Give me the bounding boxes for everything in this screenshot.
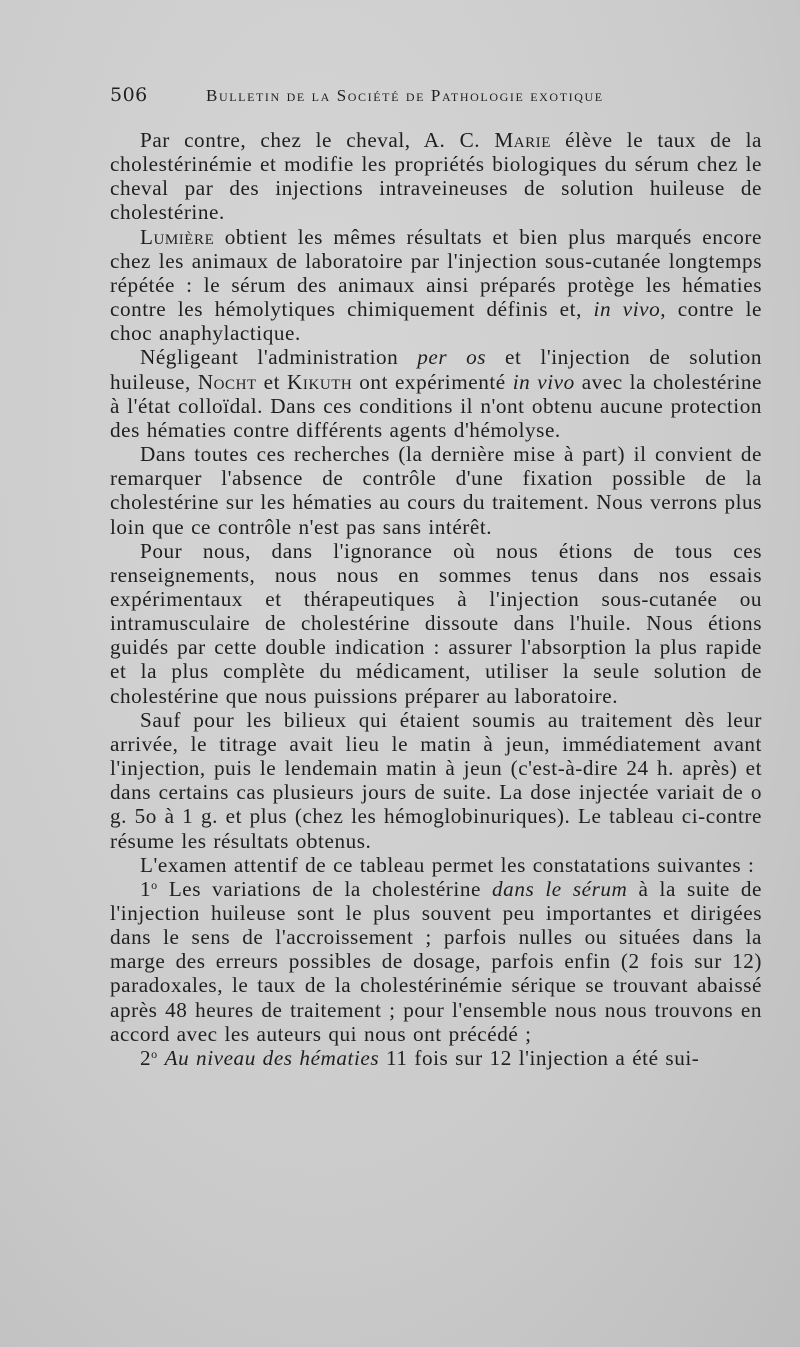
paragraph — [110, 225, 762, 346]
text-run: à la suite de l'injection huileuse sont le plus souvent peu importantes et dirigées dans le sens de l'accroissement ; parfois nulles ou situées dans la marge des erreurs possibles de dosage, parfois enfin (2 fois sur 12) paradoxales, le taux de la cholestérinémie sérique se trouvant abaissé après 48 heures de traitement ; pour l'ensemble nous nous trouvons en accord avec les auteurs qui nous ont précédé ; — [110, 876, 762, 1046]
italic-phrase: dans le sérum — [492, 876, 628, 901]
text-run: élève le taux de la cholestérinémie et modifie les propriétés biologiques du sérum chez le cheval par des injections intraveineuses de solution huileuse de cholestérine. — [110, 128, 762, 225]
page-header — [110, 84, 760, 112]
italic-phrase: in vivo — [512, 369, 575, 394]
text-run — [158, 1046, 165, 1070]
text-run: 2 — [140, 1045, 152, 1070]
text-run: Pour nous, dans l'ignorance où nous étions de tous ces renseignements, nous nous en sommes tenus dans nos essais expérimentaux et thérapeutiques à l'injection sous-cutanée ou intramusculaire de cholestérine dissoute dans l'huile. Nous étions guidés par cette double indication : assurer l'absorption la plus rapide et la plus complète du médicament, utiliser la seule solution de cholestérine que nous puissions préparer au laboratoire. — [110, 538, 762, 708]
text-run: o — [151, 1046, 158, 1061]
author-name: Marie — [494, 128, 551, 152]
text-run: 1 — [140, 876, 152, 901]
text-run: Par contre, chez le cheval, A. C. — [140, 128, 495, 152]
paragraph — [110, 345, 762, 442]
text-run: 11 fois sur 12 l'injection a été sui- — [379, 1045, 700, 1070]
running-title: Bulletin de la Société de Pathologie exotique — [206, 86, 604, 105]
body-text — [110, 128, 762, 1070]
italic-phrase: per os — [417, 345, 487, 370]
text-run: Négligeant l'administration — [140, 345, 418, 370]
text-run: Dans toutes ces recherches (la dernière mise à part) il convient de remarquer l'absence de contrôle d'une fixation possible de la cholestérine sur les hématies au cours du traitement. Nous verrons plus loin que ce contrôle n'est pas sans intérêt. — [110, 442, 762, 539]
author-name: Lumière — [140, 224, 215, 249]
text-run: Les variations de la cholestérine — [157, 876, 493, 901]
text-run: L'examen attentif de ce tableau permet les constatations suivantes : — [140, 852, 755, 877]
paragraph — [110, 853, 762, 877]
page-number: 506 — [110, 84, 148, 106]
text-run: ont expérimenté — [352, 369, 513, 394]
text-run: obtient les mêmes résultats et bien plus marqués encore chez les animaux de laboratoire par l'injection sous-cutanée longtemps répétée : le sérum des animaux ainsi préparés protège les hématies contre les hémolytiques chimiquement définis et, — [110, 224, 762, 322]
text-run: o — [151, 877, 158, 892]
paragraph — [110, 877, 762, 1046]
italic-phrase: Au niveau des hématies — [164, 1045, 380, 1070]
paragraph — [110, 128, 762, 225]
italic-phrase: in vivo — [593, 297, 661, 322]
paragraph — [110, 708, 762, 853]
author-name: Kikuth — [287, 369, 353, 394]
paragraph — [110, 442, 762, 539]
paragraph — [110, 539, 762, 708]
paragraph — [110, 1046, 762, 1070]
text-run: avec la cholestérine à l'état colloïdal. Dans ces conditions il n'ont obtenu aucune protection des hématies contre différents agents d'hémolyse. — [110, 369, 763, 442]
author-name: Nocht — [197, 369, 257, 394]
text-run: , contre le choc anaphylactique. — [110, 297, 762, 346]
text-run: et — [256, 369, 288, 394]
text-run: et l'injection de solution huileuse, — [110, 345, 762, 394]
text-run: Sauf pour les bilieux qui étaient soumis au traitement dès leur arrivée, le titrage avait lieu le matin à jeun, immédiatement avant l'injection, puis le lendemain matin à jeun (c'est-à-dire 24 h. après) et dans certains cas plusieurs jours de suite. La dose injectée variait de o g. 5o à 1 g. et plus (chez les hémoglobinuriques). Le tableau ci-contre résume les résultats obtenus. — [110, 707, 762, 853]
